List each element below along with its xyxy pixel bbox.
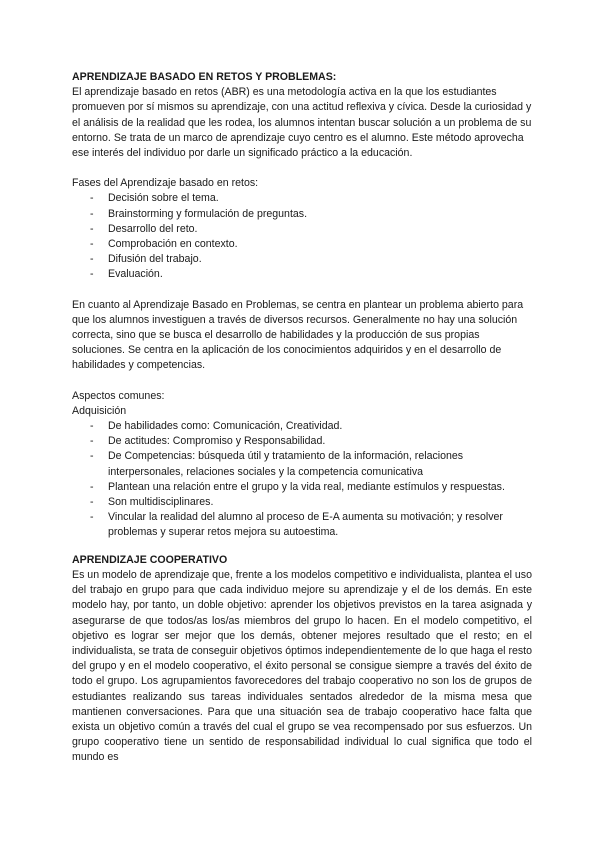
section-title-cooperative: APRENDIZAJE COOPERATIVO [72,553,228,566]
list-item: - Plantean una relación entre el grupo y la vida real, mediante estímulos y respuestas. [72,480,532,495]
list-item: - De actitudes: Compromiso y Responsabilidad. [72,434,532,449]
cooperative-paragraph: Es un modelo de aprendizaje que, frente a los modelos competitivo e individualista, plantea el uso del trabajo en grupo para que cada individuo mejore su aprendizaje y el de los demás. En este modelo hay, por tanto, un doble objetivo: aprender los objetivos previstos en la tarea asignada y asegurarse de que todos/as los/as miembros del grupo lo hacen. En el modelo competitivo, el objetivo es lograr ser mejor que los demás, obtener mejores resultado que el resto; en el individualista, se trata de conseguir objetivos óptimos independientemente de lo que haga el resto del grupo y en el modelo cooperativo, el éxito personal se consigue siempre a través del éxito de todo el grupo. Los agrupamientos favorecedores del trabajo cooperativo no son los de grupos de estudiantes realizando sus tareas individuales sentados alrededor de la misma mesa que mantienen conversaciones. Para que una situación sea de trabajo cooperativo hace falta que exista un objetivo común a través del cual el grupo se vea recompensado por sus esfuerzos. Un grupo cooperativo tiene un sentido de responsabilidad individual lo cual significa que todo el mundo es [72,568,532,764]
list-item: - Brainstorming y formulación de preguntas. [72,207,532,222]
document-page [72,70,532,766]
list-item: - Difusión del trabajo. [72,252,532,267]
list-item: - De habilidades como: Comunicación, Creatividad. [72,419,532,434]
list-item: - De Competencias: búsqueda útil y tratamiento de la información, relaciones interpersonales, relaciones sociales y la competencia comunicativa [72,449,532,479]
problems-paragraph: En cuanto al Aprendizaje Basado en Problemas, se centra en plantear un problema abierto para que los alumnos investiguen a través de diversos recursos. Generalmente no hay una solución correcta, sino que se busca el desarrollo de habilidades y la producción de sus propias soluciones. Se centra en la aplicación de los conocimientos adquiridos y en el desarrollo de habilidades y competencias. [72,298,524,372]
list-item: - Desarrollo del reto. [72,222,532,237]
abr-intro-paragraph: El aprendizaje basado en retos (ABR) es una metodología activa en la que los estudiantes promueven por sí mismos su aprendizaje, con una actitud reflexiva y cívica. Desde la curiosidad y el análisis de la realidad que les rodea, los alumnos intentan buscar solución a un problema de su entorno. Se trata de un marco de aprendizaje cuyo centro es el alumno. Este método aprovecha ese interés del individuo por darle un significado práctico a la educación. [72,86,532,160]
list-item: - Son multidisciplinares. [72,495,532,510]
section-title-abr: APRENDIZAJE BASADO EN RETOS Y PROBLEMAS: [72,71,337,83]
phases-title: Fases del Aprendizaje basado en retos: [72,177,259,190]
list-item: - Decisión sobre el tema. [72,191,532,206]
acquisition-title: Adquisición [72,404,127,417]
list-item: - Evaluación. [72,267,532,282]
list-item: - Vincular la realidad del alumno al proceso de E-A aumenta su motivación; y resolver problemas y superar retos mejora su autoestima. [72,510,532,540]
list-item: - Comprobación en contexto. [72,237,532,252]
common-aspects-list [72,419,532,541]
common-aspects-title: Aspectos comunes: [72,389,165,402]
phases-list [72,191,532,282]
